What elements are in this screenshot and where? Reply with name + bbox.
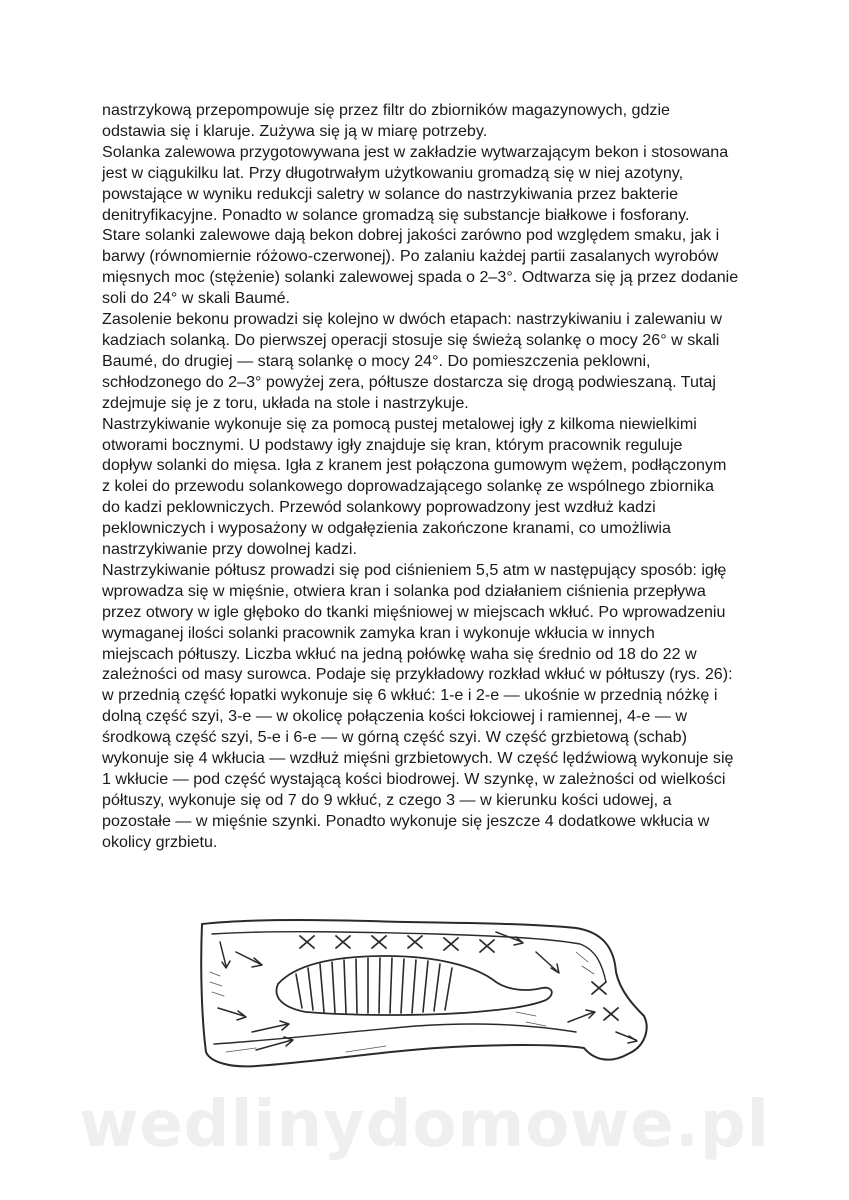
text-line: nastrzykiwanie przy dowolnej kadzi. [102, 540, 357, 559]
text-line: Baumé, do drugiej — starą solankę o mocy 24°. Do pomieszczenia peklowni, [102, 351, 651, 370]
text-line: Nastrzykiwanie półtusz prowadzi się pod ciśnieniem 5,5 atm w następujący sposób: igłę [102, 560, 727, 579]
text-line: pozostałe — w mięśnie szynki. Ponadto wykonuje się jeszcze 4 dodatkowe wkłucia w [102, 811, 710, 830]
text-line: w przednią część łopatki wykonuje się 6 wkłuć: 1-e i 2-e — ukośnie w przednią nóżkę i [102, 686, 718, 705]
paragraph-3 [102, 309, 762, 414]
text-line: dolną część szyi, 3-e — w okolicę połączenia kości łokciowej i ramiennej, 4-e — w [102, 707, 687, 726]
text-line: przez otwory w igle głęboko do tkanki mięśniowej w miejscach wkłuć. Po wprowadzeniu [102, 602, 726, 621]
text-line: miejscach półtuszy. Liczba wkłuć na jedną połówkę waha się średnio od 18 do 22 w [102, 644, 697, 663]
text-line: wykonuje się 4 wkłucia — wzdłuż mięśni grzbietowych. W część lędźwiową wykonuje się [102, 749, 734, 768]
text-line: z kolei do przewodu solankowego doprowadzającego solankę ze wspólnego zbiornika [102, 477, 714, 496]
text-line: dopływ solanki do mięsa. Igła z kranem jest połączona gumowym wężem, podłączonym [102, 456, 727, 475]
watermark: wedlinydomowe.pl [79, 1088, 770, 1162]
text-line: jest w ciągukilku lat. Przy długotrwałym użytkowaniu gromadzą się w niej azotyny, [102, 163, 684, 182]
figure-carcass-injection [196, 912, 656, 1074]
text-line: wprowadza się w mięśnie, otwiera kran i solanka pod działaniem ciśnienia przepływa [102, 581, 706, 600]
body-text [102, 100, 762, 853]
text-line: półtuszy, wykonuje się od 7 do 9 wkłuć, z czego 3 — w kierunku kości udowej, a [102, 790, 672, 809]
paragraph-1 [102, 100, 762, 142]
paragraph-4 [102, 414, 762, 560]
text-line: odstawia się i klaruje. Zużywa się ją w miarę potrzeby. [102, 121, 488, 140]
text-line: 1 wkłucie — pod część wystającą kości biodrowej. W szynkę, w zależności od wielkości [102, 770, 726, 788]
text-line: mięsnych moc (stężenie) solanki zalewowej spada o 2–3°. Odtwarza się ją przez dodanie [102, 268, 739, 287]
text-line: otworami bocznymi. U podstawy igły znajduje się kran, którym pracownik reguluje [102, 435, 683, 454]
paragraph-2 [102, 142, 762, 309]
text-line: zależności od masy surowca. Podaje się przykładowy rozkład wkłuć w półtuszy (rys. 26): [102, 665, 733, 684]
text-line: soli do 24° w skali Baumé. [102, 289, 291, 308]
text-line: schłodzonego do 2–3° powyżej zera, półtusze dostarcza się drogą podwieszaną. Tutaj [102, 372, 716, 391]
text-line: Stare solanki zalewowe dają bekon dobrej jakości zarówno pod względem smaku, jak i [102, 226, 720, 245]
text-line: Zasolenie bekonu prowadzi się kolejno w dwóch etapach: nastrzykiwaniu i zalewaniu w [102, 310, 722, 329]
text-line: barwy (równomiernie różowo-czerwonej). Po zalaniu każdej partii zasalanych wyrobów [102, 247, 719, 266]
text-line: okolicy grzbietu. [102, 832, 218, 851]
text-line: peklowniczych i wyposażony w odgałęzienia zakończone kranami, co umożliwia [102, 519, 671, 538]
paragraph-5 [102, 560, 762, 853]
text-line: zdejmuje się je z toru, układa na stole i nastrzykuje. [102, 393, 469, 412]
text-line: Solanka zalewowa przygotowywana jest w zakładzie wytwarzającym bekon i stosowana [102, 142, 729, 161]
text-line: Nastrzykiwanie wykonuje się za pomocą pustej metalowej igły z kilkoma niewielkimi [102, 414, 697, 433]
text-line: nastrzykową przepompowuje się przez filtr do zbiorników magazynowych, gdzie [102, 101, 671, 119]
pork-half-carcass-injection-diagram-icon [196, 912, 656, 1074]
text-line: wymaganej ilości solanki pracownik zamyka kran i wykonuje wkłucia w innych [102, 623, 655, 642]
text-line: powstające w wyniku redukcji saletry w solance do nastrzykiwania przez bakterie [102, 184, 679, 203]
text-line: denitryfikacyjne. Ponadto w solance gromadzą się substancje białkowe i fosforany. [102, 205, 690, 224]
text-line: środkową część szyi, 5-e i 6-e — w górną część szyi. W część grzbietową (schab) [102, 728, 687, 747]
text-line: kadziach solanką. Do pierwszej operacji stosuje się świeżą solankę o mocy 26° w skali [102, 330, 720, 349]
text-line: do kadzi peklowniczych. Przewód solankowy poprowadzony jest wzdłuż kadzi [102, 498, 656, 517]
